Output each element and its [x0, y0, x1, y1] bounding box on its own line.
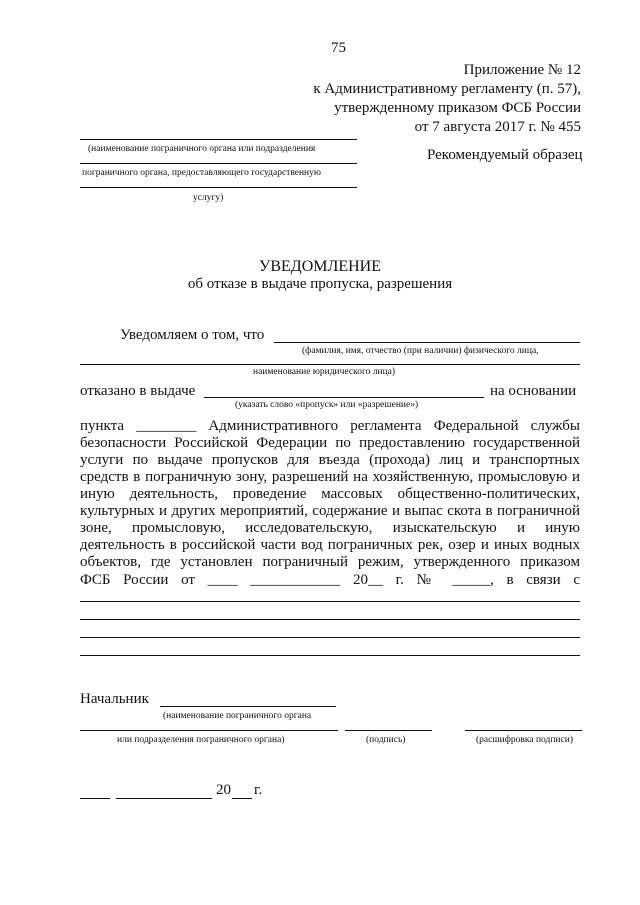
sign-line [345, 730, 432, 731]
reason-line-3 [80, 637, 580, 638]
org-caption-2: пограничного органа, предоставляющего государственную [82, 168, 321, 178]
date-year-prefix: 20 [216, 782, 231, 798]
body-line: безопасности Российской Федерации по предоставлению государственной [80, 435, 580, 451]
org-caption-1: (наименование пограничного органа или подразделения [88, 144, 316, 154]
reason-line-1 [80, 601, 580, 602]
caption-word: (указать слово «пропуск» или «разрешение») [235, 400, 419, 410]
body-line: объектов, где установлен пограничный режим, утвержденного приказом [80, 554, 580, 570]
caption-org-1: (наименование пограничного органа [163, 711, 312, 721]
body-line: услуги по выдаче пропусков для въезда (прохода) лиц и транспортных [80, 452, 580, 468]
refused-label: отказано в выдаче [80, 383, 196, 399]
notify-legal-line [80, 364, 580, 365]
refused-line [204, 397, 484, 398]
page-number: 75 [331, 40, 346, 56]
decode-line [465, 730, 582, 731]
appendix-line-1: Приложение № 12 [463, 62, 581, 78]
org-line-1 [80, 139, 357, 140]
notify-lead: Уведомляем о том, что [120, 327, 265, 343]
appendix-line-2: к Административному регламенту (п. 57), [313, 81, 581, 97]
date-year-line [232, 798, 252, 799]
org-line-2 [80, 163, 357, 164]
body-line: культурных и других мероприятий, содержание и выпас скота в пограничной [80, 503, 580, 519]
chief-label: Начальник [80, 691, 149, 707]
caption-decode: (расшифровка подписи) [476, 735, 573, 745]
reason-line-4 [80, 655, 580, 656]
body-line: ФСБ России от ____ ____________ 20__ г. № _____, в связи с [80, 572, 580, 588]
body-line: иную деятельность, проведение массовых общественно-политических, [80, 486, 580, 502]
date-suffix: г. [254, 782, 263, 798]
sample-label: Рекомендуемый образец [427, 147, 583, 163]
date-day-line [80, 798, 110, 799]
chief-line-2 [80, 730, 338, 731]
caption-org-2: или подразделения пограничного органа) [117, 735, 285, 745]
org-line-3 [80, 187, 357, 188]
body-line: зоне, промысловую, исследовательскую, изыскательскую и иную [80, 520, 580, 536]
appendix-line-4: от 7 августа 2017 г. № 455 [414, 119, 581, 135]
body-line: пункта ________ Административного регламента Федеральной службы [80, 418, 580, 434]
document-subtitle: об отказе в выдаче пропуска, разрешения [187, 276, 453, 292]
chief-line [160, 706, 336, 707]
caption-sign: (подпись) [366, 735, 406, 745]
caption-person: (фамилия, имя, отчество (при наличии) физического лица, [302, 346, 539, 356]
date-month-line [116, 798, 212, 799]
body-line: средств в пограничную зону, разрешений на хозяйственную, промысловую и [80, 469, 580, 485]
body-line: деятельность в российской части вод пограничных рек, озер и иных водных [80, 537, 580, 553]
org-caption-3: услугу) [193, 193, 224, 203]
caption-legal: наименование юридического лица) [253, 367, 396, 377]
basis-label: на основании [490, 383, 577, 399]
appendix-line-3: утвержденному приказом ФСБ России [334, 100, 581, 116]
document-title: УВЕДОМЛЕНИЕ [259, 258, 381, 275]
notify-person-line [274, 342, 580, 343]
reason-line-2 [80, 619, 580, 620]
